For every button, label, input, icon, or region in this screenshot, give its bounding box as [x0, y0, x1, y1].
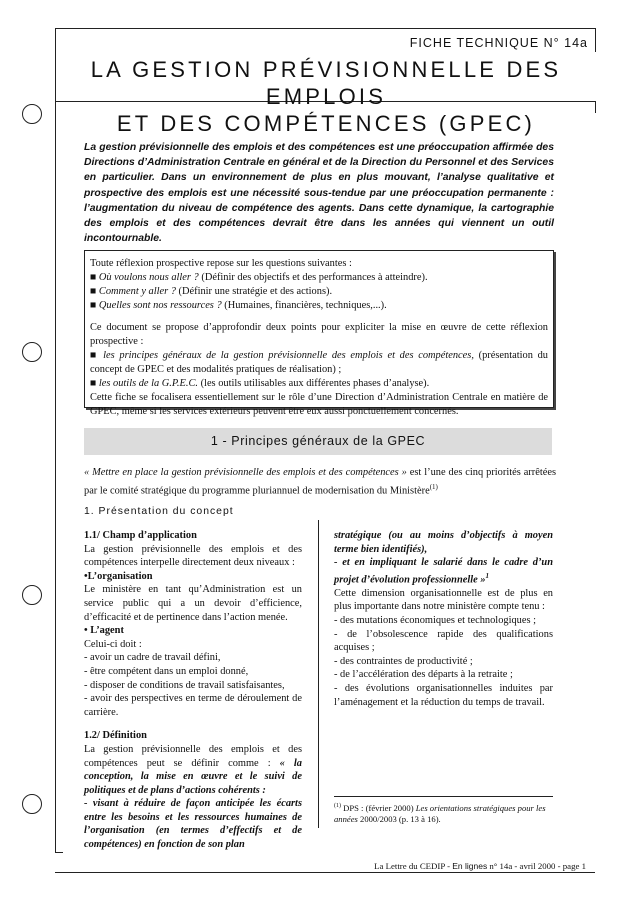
dimension-item: - des mutations économiques et technologiques ; [334, 615, 536, 627]
binder-hole [22, 794, 42, 814]
footnote: $^{(1)}$ DPS : (février 2000) Les orientations stratégiques pour les années 2000/2003 (p. 13 à 16). [334, 802, 546, 825]
frame-right-tick-2 [595, 101, 596, 113]
title-line-2: ET DES COMPÉTENCES (GPEC) [116, 111, 536, 136]
agent-item: - disposer de conditions de travail satisfaisantes, [84, 679, 285, 691]
footnote-rule [334, 796, 553, 797]
fiche-label: FICHE TECHNIQUE N° 14a [409, 36, 588, 50]
definition-point: - visant à réduire de façon anticipée les écarts entre les besoins et les ressources humaines de l’organisation (en termes d’effectifs et de compétences) en fonction de son plan [84, 798, 302, 851]
frame-bottom-tick [55, 852, 63, 853]
heading-definition: 1.2/ Définition [84, 730, 147, 742]
page-title [66, 56, 586, 137]
question-3: ■ Quelles sont nos ressources ? (Humaines, financières, techniques,...). [90, 300, 387, 311]
dimension-text: Cette dimension organisationnelle est de plus en plus importante dans notre ministère compte tenu : [334, 587, 553, 613]
definition-continued: stratégique (ou au moins d’objectifs à moyen terme bien identifiés), [334, 530, 553, 555]
heading-champ: 1.1/ Champ d’application [84, 530, 197, 541]
right-column [334, 529, 553, 709]
title-line-1: LA GESTION PRÉVISIONNELLE DES EMPLOIS [90, 57, 562, 109]
agent-item: - avoir des perspectives en terme de déroulement de carrière. [84, 693, 302, 718]
question-1: ■ Où voulons nous aller ? (Définir des objectifs et des performances à atteindre). [90, 272, 428, 283]
dimension-item: - de l’accélération des départs à la retraite ; [334, 669, 513, 681]
agent-heading: • L’agent [84, 625, 124, 637]
champ-text: La gestion prévisionnelle des emplois et des compétences interpelle directement deux niveaux : [84, 543, 302, 569]
organisation-heading: •L’organisation [84, 570, 153, 582]
frame-top-line [55, 28, 595, 29]
closing-text: Cette fiche se focalisera essentiellement sur le rôle d’une Direction d’Administration Centrale en matière de GPEC, même si les services extérieurs peuvent être eux aussi ponctuellement concernés. [90, 392, 548, 417]
section-lead: « Mettre en place la gestion prévisionnelle des emplois et des compétences » est l’une des cinq priorités arrêtées par le comité stratégique du programme pluriannuel de modernisation du Ministère$^{(1)}$ [84, 467, 556, 497]
questions-lead: Toute réflexion prospective repose sur les questions suivantes : [90, 258, 352, 269]
questions-text [90, 257, 548, 419]
definition-text: La gestion prévisionnelle des emplois et des compétences peut se définir comme : « la conception, la mise en œuvre et le suivi de politiques et de plans d’actions cohérents : [84, 743, 302, 796]
document-lead: Ce document se propose d’approfondir deux points pour expliciter la mise en œuvre de cette réflexion prospective : [90, 322, 548, 347]
dimension-item: - des contraintes de productivité ; [334, 655, 473, 667]
agent-item: - être compétent dans un emploi donné, [84, 665, 249, 677]
binder-hole [22, 104, 42, 124]
column-divider [318, 520, 319, 828]
page-footer: La Lettre du CEDIP - En lignes n° 14a - avril 2000 - page 1 [374, 861, 586, 871]
question-2: ■ Comment y aller ? (Définir une stratégie et des actions). [90, 286, 333, 297]
dimension-item: - des évolutions organisationnelles induites par l’aménagement et la réduction du temps de travail. [334, 683, 553, 708]
subsection-title: 1. Présentation du concept [84, 506, 234, 517]
footer-rule [55, 872, 595, 873]
left-column [84, 529, 302, 852]
organisation-text: Le ministère en tant qu’Administration est un service public qui a un devoir d’efficience, d’efficacité et de pertinence dans l’action menée. [84, 584, 302, 623]
intro-paragraph: La gestion prévisionnelle des emplois et des compétences est une préoccupation affirmée des Directions d’Administration Centrale en général et de la Direction du Personnel et des Services en particulier. Dans un environnement de plus en plus mouvant, l’analyse qualitative et prospective des emplois est une nécessité sous-tendue par une préoccupation permanente : l’augmentation du niveau de compétence des agents. Dans cette dynamique, la cartographie des emplois et des compétences devrait être dans les années qui viennent un outil incontournable. [84, 142, 554, 245]
frame-left-line [55, 28, 56, 852]
binder-hole [22, 585, 42, 605]
frame-right-tick [595, 28, 596, 52]
dimension-item: - de l’obsolescence rapide des qualifications acquises ; [334, 628, 553, 654]
point-1: ■ les principes généraux de la gestion prévisionnelle des emplois et des compétences, (présentation du concept de GPEC et des modalités pratiques de réalisation) ; [90, 350, 548, 375]
binder-hole [22, 342, 42, 362]
agent-item: - avoir un cadre de travail défini, [84, 652, 221, 664]
point-2: ■ les outils de la G.P.E.C. (les outils utilisables aux différentes phases d’analyse). [90, 378, 430, 389]
definition-continued-2: - et en impliquant le salarié dans le cadre d’un projet d’évolution professionnelle »$^1$ [334, 557, 553, 586]
section-heading: 1 - Principes généraux de la GPEC [84, 428, 552, 455]
agent-lead: Celui-ci doit : [84, 638, 142, 650]
